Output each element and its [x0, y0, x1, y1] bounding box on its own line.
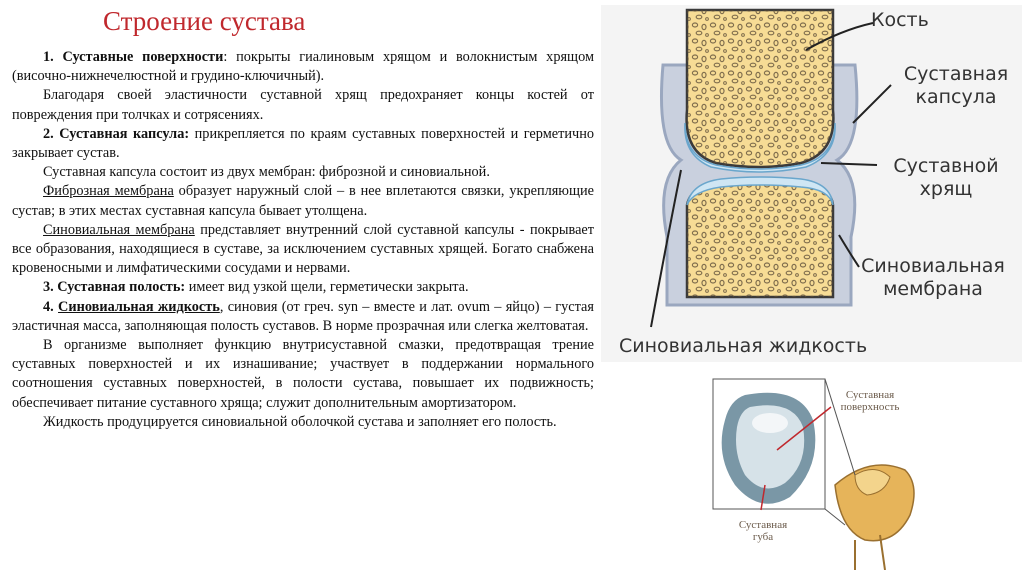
text-run: 4. — [43, 298, 59, 315]
page-title: Строение сустава — [103, 6, 306, 36]
text-run: Синовиальная жидкость — [58, 298, 220, 315]
paragraph — [12, 163, 594, 182]
text-run: : покрыты гиалиновым хрящом и волокнистым хрящом (височно-нижнечелюстной и грудино-ключичный). — [12, 49, 594, 85]
text-run: Жидкость продуцируется синовиальной оболочкой сустава и заполняет его полость. — [43, 413, 557, 430]
label-synovial-fluid: Синовиальная жидкость — [619, 335, 868, 357]
paragraph — [12, 278, 594, 297]
label-articular-surface: Суставная поверхность — [840, 389, 900, 413]
text-run: 3. Суставная полость: — [43, 279, 186, 296]
paragraph — [12, 125, 594, 163]
text-run: образует наружный слой – в нее вплетаются связки, укрепляющие сустав; в этих местах суставная капсула бывает утолщена. — [12, 183, 594, 219]
label-cartilage: Суставной хрящ — [893, 155, 999, 200]
text-run: представляет внутренний слой суставной капсулы - покрывает все образования, находящиеся в суставе, за исключением суставных хрящей. Богато снабжена кровеносными и лимфатическими сосудами и нервами. — [12, 221, 595, 277]
paragraph — [12, 298, 594, 336]
paragraph — [12, 413, 594, 432]
label-labrum: Суставная губа — [738, 519, 788, 543]
paragraph — [12, 86, 594, 124]
text-run: Синовиальная мембрана — [43, 221, 195, 238]
shoulder-diagram — [705, 375, 1020, 570]
paragraph — [12, 221, 594, 279]
text-run: Благодаря своей эластичности суставной хрящ предохраняет концы костей от повреждения при толчках и сотрясениях. — [12, 87, 594, 123]
label-synovial-membrane: Синовиальная мембрана — [861, 255, 1005, 300]
text-run: , синовия (от греч. syn – вместе и лат. ovum – яйцо) – густая эластичная масса, заполняющая полость суставов. В норме прозрачная или слегка желтоватая. — [12, 298, 594, 334]
joint-diagram — [601, 5, 1022, 362]
main-text — [12, 48, 594, 432]
label-bone: Кость — [871, 9, 929, 31]
text-run: 1. Суставные поверхности — [43, 49, 224, 65]
text-run: имеет вид узкой щели, герметически закрыта. — [185, 279, 469, 296]
paragraph — [12, 48, 594, 86]
paragraph — [12, 336, 594, 413]
text-run: Фиброзная мембрана — [43, 183, 174, 200]
text-run: Суставная капсула состоит из двух мембран: фиброзной и синовиальной. — [43, 164, 490, 181]
label-capsule: Суставная капсула — [903, 63, 1009, 108]
text-run: 2. Суставная капсула: — [43, 125, 190, 142]
text-run: В организме выполняет функцию внутрисуставной смазки, предотвращая трение суставных поверхностей и их изнашивание; участвует в поддержании нормального соотношения суставных поверхностей, в полости сустава, повышает их подвижность; обеспечивает питание суставного хряща; служит дополнительным амортизатором. — [12, 337, 594, 411]
text-run: прикрепляется по краям суставных поверхностей и герметично закрывает сустав. — [12, 125, 594, 162]
paragraph — [12, 182, 594, 220]
